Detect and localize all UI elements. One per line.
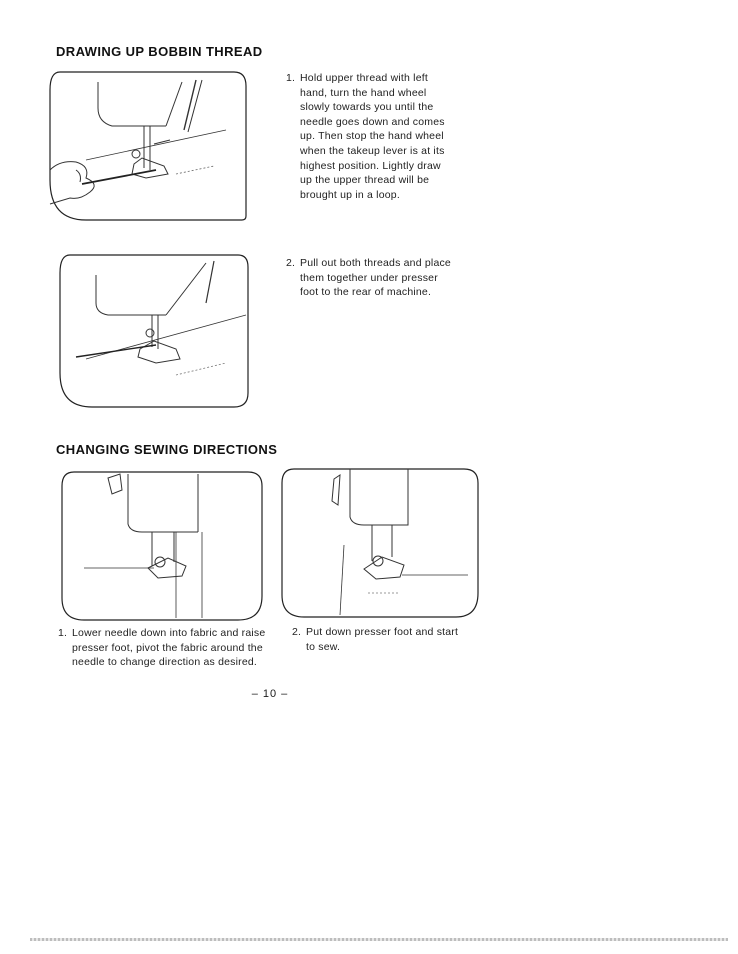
step-description: Pull out both threads and place them together under presser foot to the rear of machine. bbox=[300, 257, 451, 299]
step-number: 1. bbox=[286, 72, 296, 84]
step-1-text bbox=[286, 71, 452, 202]
step-2-text bbox=[286, 256, 452, 300]
step-number: 1. bbox=[58, 627, 68, 639]
illustration-pivot-fabric bbox=[58, 470, 264, 622]
illustration-threads-under-presser-foot bbox=[56, 253, 250, 409]
step-description: Lower needle down into fabric and raise presser foot, pivot the fabric around the needle to change direction as desired. bbox=[72, 627, 266, 669]
illustration-drawing-up-thread bbox=[46, 70, 248, 222]
section-heading-drawing-up-bobbin-thread: DRAWING UP BOBBIN THREAD bbox=[56, 44, 263, 59]
step-description: Hold upper thread with left hand, turn the hand wheel slowly towards you until the needle goes down and comes up. Then stop the hand wheel when the takeup lever is at its highest position. Lightly draw up the upper thread will be brought up in a loop. bbox=[300, 72, 445, 201]
step-number: 2. bbox=[286, 257, 296, 269]
page-bottom-edge bbox=[30, 938, 728, 941]
direction-step-2-text bbox=[292, 625, 468, 654]
page-number: – 10 – bbox=[251, 688, 289, 700]
step-description: Put down presser foot and start to sew. bbox=[306, 626, 459, 653]
section-heading-changing-sewing-directions: CHANGING SEWING DIRECTIONS bbox=[56, 442, 278, 457]
direction-step-1-text bbox=[58, 626, 268, 670]
step-number: 2. bbox=[292, 626, 302, 638]
illustration-presser-foot-down bbox=[278, 465, 482, 621]
